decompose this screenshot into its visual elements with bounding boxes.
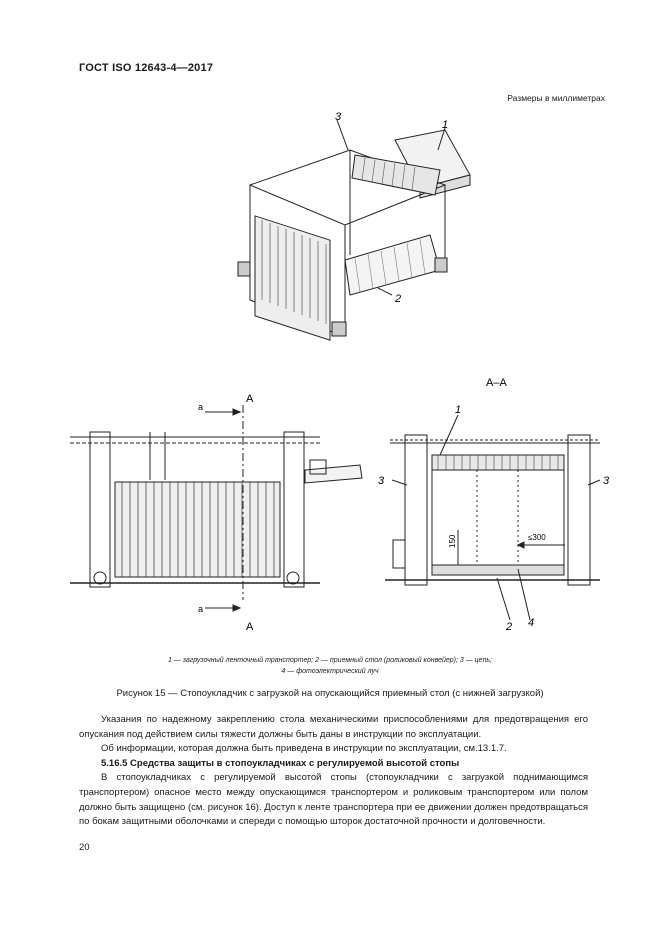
iso-callout-2: 2 <box>395 293 402 305</box>
units-note: Размеры в миллиметрах <box>507 93 605 103</box>
figure-legend <box>60 655 600 677</box>
figure-caption: Рисунок 15 — Стопоукладчик с загрузкой на опускающийся приемный стол (с нижней загрузкой) <box>116 688 544 699</box>
section-callout-4: 4 <box>528 617 535 629</box>
legend-line-2: 4 — фотоэлектрический луч <box>281 668 379 675</box>
section-mark-bottom: А <box>246 621 254 633</box>
section-label: А–А <box>486 377 507 389</box>
section-heading: 5.16.5 Средства защиты в стопоукладчиках с регулируемой высотой стопы <box>101 757 460 769</box>
arrow-label-top: а <box>198 402 204 412</box>
dimension-spacing: ≤300 <box>528 533 546 542</box>
dimension-height: 150 <box>448 534 457 548</box>
isometric-view <box>238 120 470 340</box>
legend-line-1: 1 — загрузочный ленточный транспортер; 2 — приемный стол (роликовый конвейер); 3 — цепь; <box>167 657 493 664</box>
section-callout-3-left: 3 <box>378 475 385 487</box>
section-callout-2: 2 <box>506 621 513 633</box>
paragraph-2: Об информации, которая должна быть приведена в инструкции по эксплуатации, см.13.1.7. <box>101 743 507 755</box>
section-callout-3-right: 3 <box>603 475 610 487</box>
body-text <box>79 713 588 830</box>
paragraph-1: Указания по надежному закреплению стола механическими приспособлениями для предотвращения его опускания под действием силы тяжести должны быть даны в инструкции по эксплуатации. <box>79 714 588 740</box>
iso-callout-1: 1 <box>442 119 449 131</box>
iso-callout-3: 3 <box>335 111 342 123</box>
paragraph-3: В стопоукладчиках с регулируемой высотой стопы (стопоукладчики с загрузкой поднимающимся транспортером) опасное место между опускающимся транспортером и роликовым транспортером или полом должно быть защищено (см. рисунок 16). Доступ к ленте транспортера при ее движении должен предотвращаться по бокам защитными оболочками и спереди с помощью шторок достаточной прочности и долговечности. <box>79 772 588 828</box>
page-number: 20 <box>79 842 90 853</box>
section-callout-1: 1 <box>455 404 462 416</box>
side-view <box>70 405 362 611</box>
arrow-label-bottom: а <box>198 604 204 614</box>
section-view <box>385 415 600 620</box>
section-mark-top: А <box>246 393 254 405</box>
document-header: ГОСТ ISO 12643-4—2017 <box>79 62 214 74</box>
